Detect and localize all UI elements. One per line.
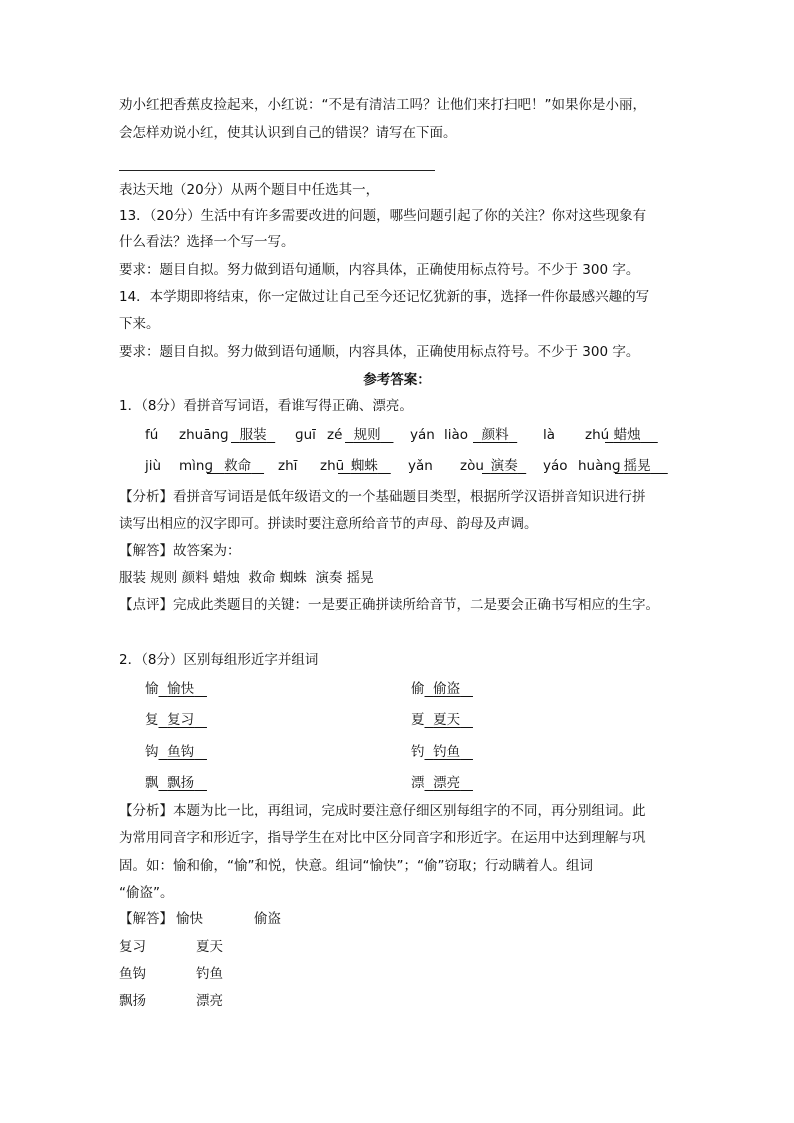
comment-line: 【点评】完成此类题目的关键：一是要正确拼读所给音节，二是要会正确书写相应的生字。	[119, 597, 659, 613]
pinyin: zòu	[460, 458, 484, 474]
question-text-line: 劝小红把香蕉皮捡起来，小红说：“不是有清洁工吗？让他们来打扫吧！”如果你是小丽，	[119, 97, 646, 113]
answer-blank-line	[119, 170, 435, 171]
answer-word: 蜡烛	[613, 427, 641, 443]
char-group: 复 复习	[145, 712, 195, 728]
char-group: 偷 偷盗	[411, 681, 461, 697]
question-14-text: 14．本学期即将结束，你一定做过让自己至今还记忆犹新的事，选择一件你最感兴趣的写	[119, 289, 650, 305]
pinyin: là	[543, 427, 556, 443]
pinyin: zhú	[585, 427, 610, 443]
pinyin: zhī	[278, 458, 298, 474]
solution-words: 服装 规则 颜料 蜡烛 救命 蜘蛛 演奏 摇晃	[119, 570, 374, 586]
question-13-text: 13．（20分）生活中有许多需要改进的问题，哪些问题引起了你的关注？你对这些现象有	[119, 208, 647, 224]
pinyin: liào	[444, 427, 469, 443]
char-group: 钩 鱼钩	[145, 744, 195, 760]
char-group: 夏 夏天	[411, 712, 461, 728]
answer-word: 规则	[353, 427, 381, 443]
solution-word: 飘扬	[119, 993, 146, 1009]
analysis-paragraph: 为常用同音字和形近字，指导学生在对比中区分同音字和形近字。在运用中达到理解与巩	[119, 830, 646, 846]
solution-word: 偷盗	[254, 911, 281, 927]
solution-label: 【解答】	[119, 911, 173, 927]
solution-word: 夏天	[196, 939, 223, 955]
solution-word: 愉快	[176, 911, 203, 927]
answer-word: 颜料	[481, 427, 509, 443]
analysis-paragraph: 固。如：愉和偷，“愉”和悦，快意。组词“愉快”；“偷”窃取；行动瞒着人。组词	[119, 858, 593, 874]
pinyin: zé	[327, 427, 343, 443]
pinyin: mìnɡ	[179, 458, 214, 474]
answer-word: 演奏	[490, 458, 518, 474]
pinyin: zhū	[320, 458, 345, 474]
pinyin: huànɡ	[578, 458, 621, 474]
analysis-paragraph: 读写出相应的汉字即可。拼读时要注意所给音节的声母、韵母及声调。	[119, 516, 538, 532]
answer-word: 蜘蛛	[350, 458, 378, 474]
char-group: 愉 愉快	[145, 681, 195, 697]
solution-line: 【解答】故答案为：	[119, 543, 241, 559]
char-group: 钓 钓鱼	[411, 744, 461, 760]
section-heading: 表达天地（20分）从两个题目中任选其一，	[119, 182, 380, 198]
pinyin: zhuānɡ	[179, 427, 229, 443]
pinyin: fú	[145, 427, 159, 443]
question-14-text: 下来。	[119, 316, 160, 332]
pinyin: yáo	[543, 458, 568, 474]
answer-word: 救命	[224, 458, 252, 474]
answer-word: 摇晃	[623, 458, 651, 474]
answer-1-heading: 1．（8分）看拼音写词语，看谁写得正确、漂亮。	[119, 398, 413, 414]
pinyin: ɡuī	[295, 427, 316, 443]
char-group: 飘 飘扬	[145, 775, 195, 791]
solution-word: 复习	[119, 939, 146, 955]
answer-2-heading: 2．（8分）区别每组形近字并组词	[119, 652, 319, 668]
char-group: 漂 漂亮	[411, 775, 461, 791]
analysis-paragraph: 【分析】看拼音写词语是低年级语文的一个基础题目类型，根据所学汉语拼音知识进行拼	[119, 489, 646, 505]
analysis-paragraph: 【分析】本题为比一比，再组词，完成时要注意仔细区别每组字的不同，再分别组词。此	[119, 803, 646, 819]
answer-word: 服装	[239, 427, 267, 443]
question-14-requirement: 要求：题目自拟。努力做到语句通顺，内容具体，正确使用标点符号。不少于 300 字。	[119, 344, 640, 360]
question-13-text: 什么看法？选择一个写一写。	[119, 234, 295, 250]
solution-word: 钓鱼	[196, 966, 223, 982]
pinyin: yán	[410, 427, 435, 443]
pinyin: jiù	[145, 458, 162, 474]
answers-title: 参考答案：	[363, 372, 431, 388]
solution-word: 鱼钩	[119, 966, 146, 982]
solution-word: 漂亮	[196, 993, 223, 1009]
question-13-requirement: 要求：题目自拟。努力做到语句通顺，内容具体，正确使用标点符号。不少于 300 字。	[119, 262, 640, 278]
question-text-line: 会怎样劝说小红，使其认识到自己的错误？请写在下面。	[119, 125, 457, 141]
pinyin: yǎn	[408, 458, 433, 474]
analysis-paragraph: “偷盗”。	[119, 885, 174, 901]
